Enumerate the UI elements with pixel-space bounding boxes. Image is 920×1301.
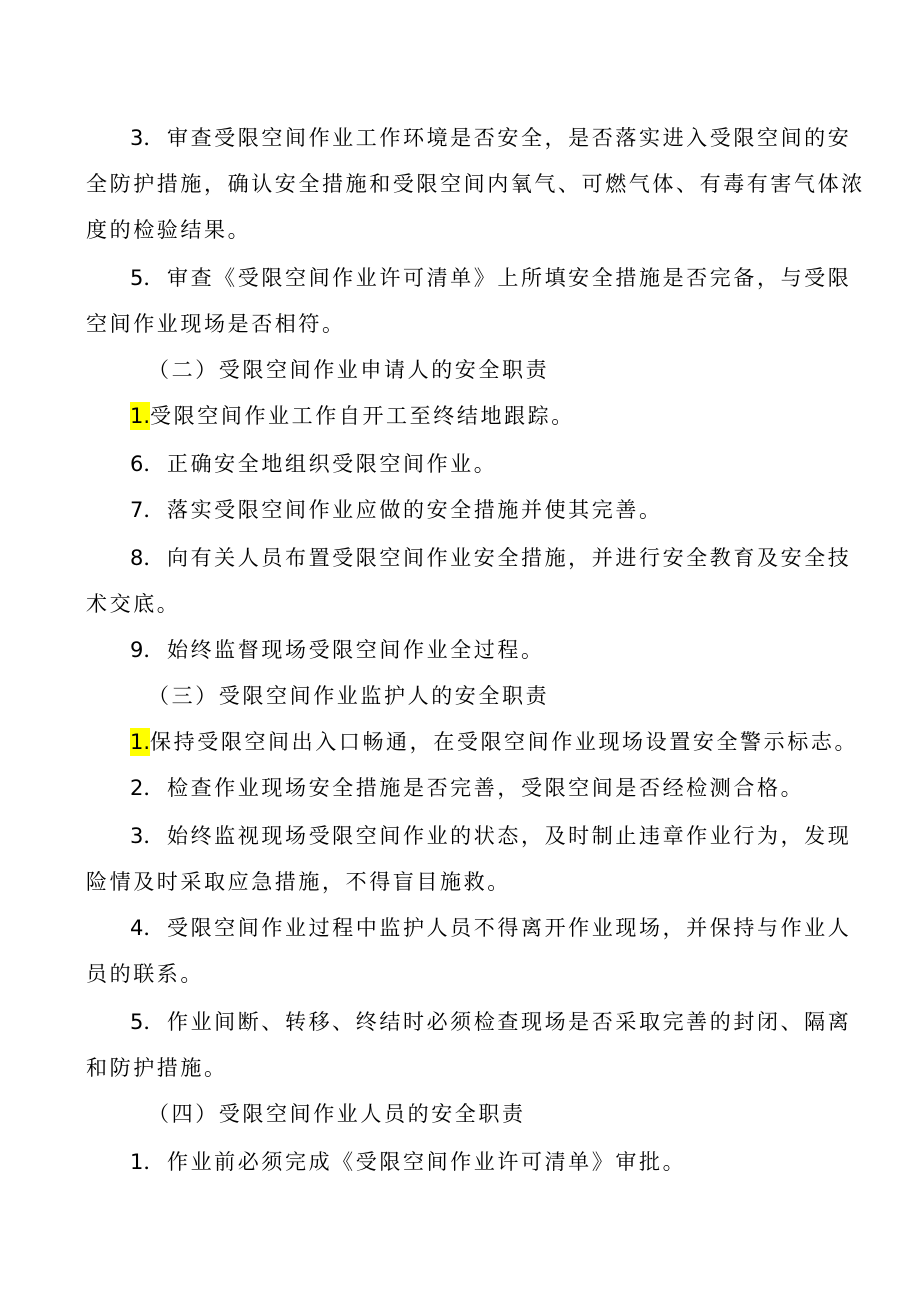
section-heading-2: （二）受限空间作业申请人的安全职责 xyxy=(148,358,550,382)
highlighted-number: 1. xyxy=(130,730,151,754)
paragraph-3-line-1 xyxy=(130,123,851,153)
paragraph-5b-line-1 xyxy=(130,1007,851,1037)
highlighted-item-1 xyxy=(130,401,575,431)
paragraph-4-line-2: 员的联系。 xyxy=(86,962,204,986)
paragraph-text: ．正确安全地组织受限空间作业。 xyxy=(143,452,498,476)
item-number: 3 xyxy=(130,824,144,848)
paragraph-5-line-2: 空间作业现场是否相符。 xyxy=(86,312,346,336)
highlighted-number: 1. xyxy=(130,404,151,428)
paragraph-3-line-2: 全防护措施，确认安全措施和受限空间内氧气、可燃气体、有毒有害气体浓 xyxy=(86,172,865,196)
paragraph-4-line-1 xyxy=(130,913,851,943)
item-number: 8 xyxy=(130,546,144,570)
paragraph-2 xyxy=(130,773,804,803)
item-number: 5 xyxy=(130,266,144,290)
section-heading-4: （四）受限空间作业人员的安全职责 xyxy=(148,1102,526,1126)
item-number: 1 xyxy=(130,1150,144,1174)
paragraph-5-line-1 xyxy=(130,263,851,293)
item-number: 3 xyxy=(130,126,144,150)
paragraph-8-line-2: 术交底。 xyxy=(86,592,181,616)
paragraph-text: ．始终监督现场受限空间作业全过程。 xyxy=(143,638,545,662)
paragraph-text: ．落实受限空间作业应做的安全措施并使其完善。 xyxy=(143,498,663,522)
paragraph-6 xyxy=(130,449,497,479)
paragraph-7 xyxy=(130,495,663,525)
paragraph-5b-line-2: 和防护措施。 xyxy=(86,1056,228,1080)
item-number: 9 xyxy=(130,638,144,662)
paragraph-text: 受限空间作业工作自开工至终结地跟踪。 xyxy=(150,404,575,428)
paragraph-text: ．受限空间作业过程中监护人员不得离开作业现场，并保持与作业人 xyxy=(143,916,852,940)
paragraph-3-line-3: 度的检验结果。 xyxy=(86,218,252,242)
highlighted-item-2 xyxy=(130,727,858,757)
paragraph-text: ．作业前必须完成《受限空间作业许可清单》审批。 xyxy=(143,1150,687,1174)
paragraph-8-line-1 xyxy=(130,543,851,573)
paragraph-1 xyxy=(130,1147,686,1177)
item-number: 6 xyxy=(130,452,144,476)
paragraph-text: ．审查受限空间作业工作环境是否安全，是否落实进入受限空间的安 xyxy=(143,126,852,150)
paragraph-text: ．审查《受限空间作业许可清单》上所填安全措施是否完备，与受限 xyxy=(143,266,852,290)
paragraph-9 xyxy=(130,635,545,665)
paragraph-3b-line-1 xyxy=(130,821,851,851)
paragraph-text: 保持受限空间出入口畅通，在受限空间作业现场设置安全警示标志。 xyxy=(150,730,859,754)
item-number: 7 xyxy=(130,498,144,522)
section-heading-3: （三）受限空间作业监护人的安全职责 xyxy=(148,684,550,708)
item-number: 2 xyxy=(130,776,144,800)
paragraph-text: ．始终监视现场受限空间作业的状态，及时制止违章作业行为，发现 xyxy=(143,824,852,848)
paragraph-text: ．检查作业现场安全措施是否完善，受限空间是否经检测合格。 xyxy=(143,776,805,800)
item-number: 4 xyxy=(130,916,144,940)
item-number: 5 xyxy=(130,1010,144,1034)
paragraph-text: ．向有关人员布置受限空间作业安全措施，并进行安全教育及安全技 xyxy=(143,546,852,570)
paragraph-3b-line-2: 险情及时采取应急措施，不得盲目施救。 xyxy=(86,870,511,894)
paragraph-text: ．作业间断、转移、终结时必须检查现场是否采取完善的封闭、隔离 xyxy=(143,1010,852,1034)
